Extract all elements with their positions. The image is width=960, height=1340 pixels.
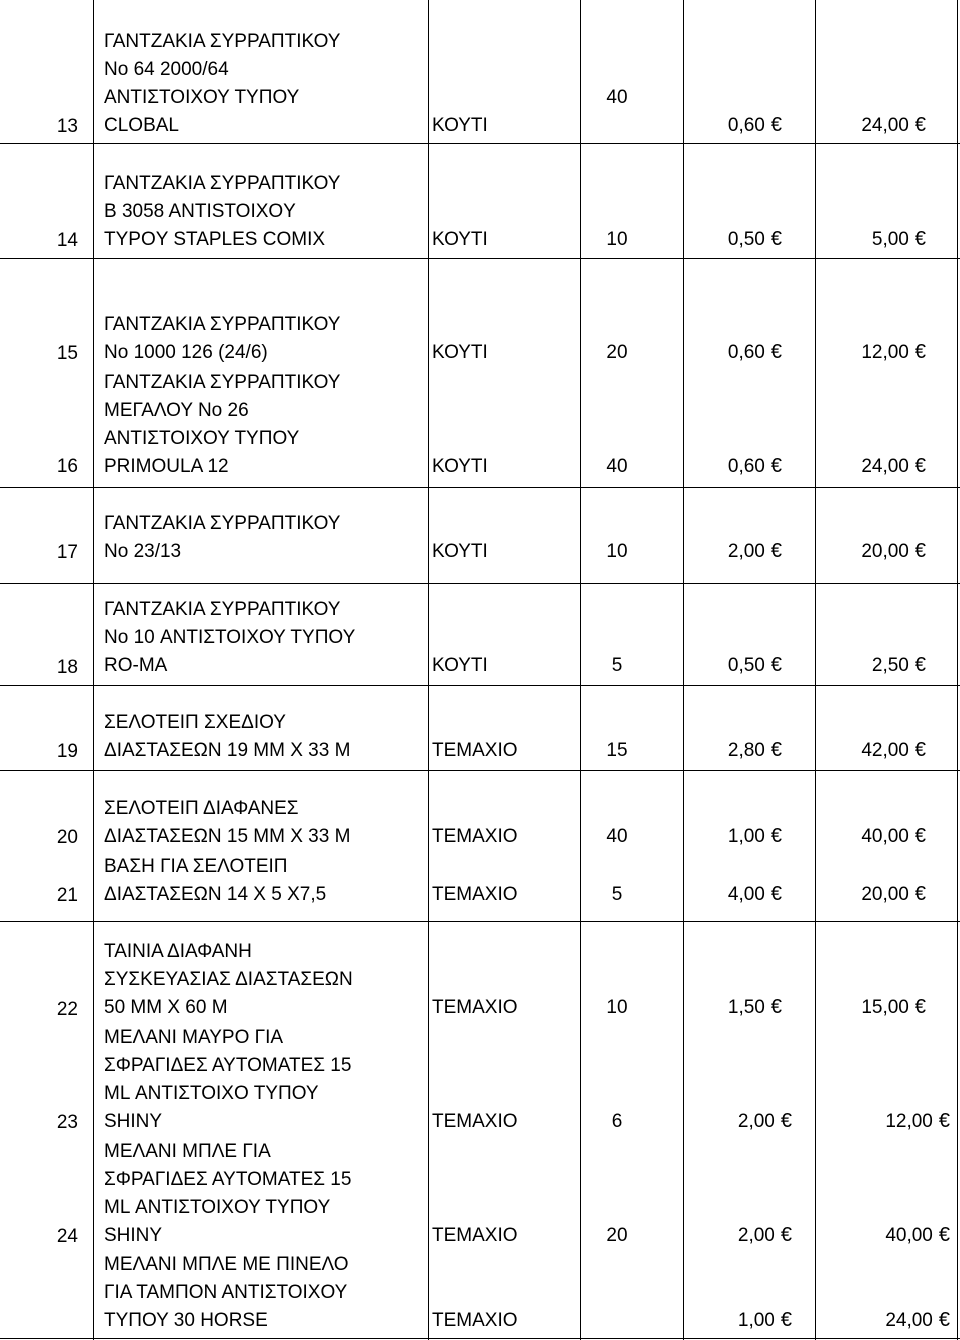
total-cell	[826, 538, 926, 566]
row-number: 19	[56, 741, 78, 762]
quantity-cell: 10	[606, 997, 628, 1018]
total-cell	[826, 881, 926, 909]
total-cell-value: 24,00	[861, 456, 909, 477]
euro-sign: €	[914, 654, 926, 676]
item-description-line: ΜΕΛΑΝΙ ΜΑΥΡΟ ΓΙΑ	[104, 1027, 284, 1048]
quantity-cell: 40	[606, 456, 628, 477]
item-description-line: SHINY	[104, 1225, 163, 1246]
unit-price-cell-value: 1,00	[737, 1310, 775, 1331]
quantity-cell: 5	[611, 655, 623, 676]
euro-sign: €	[914, 455, 926, 477]
total-cell-value: 12,00	[885, 1111, 933, 1132]
euro-sign: €	[914, 228, 926, 250]
total-cell	[826, 652, 926, 680]
column-divider	[815, 0, 816, 1340]
unit-price-cell	[700, 1222, 792, 1250]
total-cell	[850, 1307, 950, 1335]
quantity-cell: 10	[606, 541, 628, 562]
item-description-line: No 1000 126 (24/6)	[104, 342, 268, 363]
item-description-line: ΣΦΡΑΓΙΔΕΣ ΑΥΤΟΜΑΤΕΣ 15	[104, 1055, 352, 1076]
euro-sign: €	[770, 341, 782, 363]
item-description-line: ΜΕΛΑΝΙ ΜΠΛΕ ΓΙΑ	[104, 1141, 271, 1162]
unit-cell: ΤΕΜΑΧΙΟ	[432, 826, 518, 847]
unit-cell: ΤΕΜΑΧΙΟ	[432, 740, 518, 761]
item-description-line: ΑΝΤΙΣΤΟΙΧΟΥ ΤΥΠΟΥ	[104, 428, 300, 449]
unit-price-cell	[690, 737, 782, 765]
unit-cell: ΚΟΥΤΙ	[432, 342, 488, 363]
item-description-line: ML ΑΝΤΙΣΤΟΙΧΟ ΤΥΠΟΥ	[104, 1083, 319, 1104]
item-description-line: ΣΥΣΚΕΥΑΣΙΑΣ ΔΙΑΣΤΑΣΕΩΝ	[104, 969, 353, 990]
item-description-line: ΔΙΑΣΤΑΣΕΩΝ 19 ΜΜ Χ 33 Μ	[104, 740, 351, 761]
item-description-line: ΓΑΝΤΖΑΚΙΑ ΣΥΡΡΑΠΤΙΚΟΥ	[104, 372, 341, 393]
unit-cell: ΤΕΜΑΧΙΟ	[432, 1111, 518, 1132]
total-cell	[850, 1108, 950, 1136]
item-description-line: ΓΑΝΤΖΑΚΙΑ ΣΥΡΡΑΠΤΙΚΟΥ	[104, 314, 341, 335]
unit-cell: ΤΕΜΑΧΙΟ	[432, 997, 518, 1018]
item-description-line: ΔΙΑΣΤΑΣΕΩΝ 14 Χ 5 Χ7,5	[104, 884, 327, 905]
unit-price-cell-value: 2,80	[727, 740, 765, 761]
unit-price-cell-value: 0,50	[727, 655, 765, 676]
row-number: 13	[56, 116, 78, 137]
total-cell	[826, 994, 926, 1022]
item-description-line: ΔΙΑΣΤΑΣΕΩΝ 15 ΜΜ Χ 33 Μ	[104, 826, 351, 847]
item-description-line: ΤΑΙΝΙΑ ΔΙΑΦΑΝΗ	[104, 941, 252, 962]
row-number: 24	[56, 1226, 78, 1247]
unit-cell: ΤΕΜΑΧΙΟ	[432, 884, 518, 905]
quantity-cell: 40	[606, 826, 628, 847]
unit-price-cell	[690, 538, 782, 566]
euro-sign: €	[770, 739, 782, 761]
total-cell	[826, 823, 926, 851]
euro-sign: €	[914, 739, 926, 761]
euro-sign: €	[770, 228, 782, 250]
euro-sign: €	[938, 1110, 950, 1132]
column-divider	[580, 0, 581, 1340]
total-cell-value: 40,00	[885, 1225, 933, 1246]
euro-sign: €	[938, 1309, 950, 1331]
euro-sign: €	[914, 825, 926, 847]
item-description-line: ΣΕΛΟΤΕΙΠ ΣΧΕΔΙΟΥ	[104, 712, 286, 733]
row-number: 16	[56, 456, 78, 477]
unit-price-cell-value: 4,00	[727, 884, 765, 905]
row-divider	[0, 143, 960, 144]
unit-price-cell	[700, 1108, 792, 1136]
total-cell-value: 24,00	[861, 115, 909, 136]
item-description-line: No 10 ΑΝΤΙΣΤΟΙΧΟΥ ΤΥΠΟΥ	[104, 627, 356, 648]
total-cell-value: 12,00	[861, 342, 909, 363]
unit-price-cell-value: 0,60	[727, 342, 765, 363]
row-divider	[0, 1338, 960, 1339]
quantity-cell: 15	[606, 740, 628, 761]
unit-price-cell-value: 1,50	[727, 997, 765, 1018]
euro-sign: €	[914, 883, 926, 905]
unit-price-cell	[690, 994, 782, 1022]
quantity-cell: 5	[611, 884, 623, 905]
euro-sign: €	[780, 1309, 792, 1331]
euro-sign: €	[770, 996, 782, 1018]
row-divider	[0, 685, 960, 686]
total-cell	[850, 1222, 950, 1250]
euro-sign: €	[770, 114, 782, 136]
unit-price-cell-value: 2,00	[737, 1111, 775, 1132]
row-number: 23	[56, 1112, 78, 1133]
quantity-cell: 10	[606, 229, 628, 250]
row-number: 21	[56, 885, 78, 906]
total-cell-value: 20,00	[861, 884, 909, 905]
total-cell-value: 24,00	[885, 1310, 933, 1331]
column-divider	[93, 0, 94, 1340]
row-number: 15	[56, 343, 78, 364]
euro-sign: €	[914, 996, 926, 1018]
unit-price-cell	[690, 881, 782, 909]
item-description-line: B 3058 ANTISTOIXOY	[104, 201, 296, 222]
total-cell	[826, 453, 926, 481]
row-divider	[0, 487, 960, 488]
item-description-line: PRIMOULA 12	[104, 456, 229, 477]
row-number: 18	[56, 657, 78, 678]
total-cell-value: 15,00	[861, 997, 909, 1018]
item-description-line: 50 ΜΜ Χ 60 Μ	[104, 997, 228, 1018]
total-cell-value: 20,00	[861, 541, 909, 562]
item-description-line: ΓΑΝΤΖΑΚΙΑ ΣΥΡΡΑΠΤΙΚΟΥ	[104, 599, 341, 620]
unit-price-cell-value: 2,00	[737, 1225, 775, 1246]
item-description-line: No 64 2000/64	[104, 59, 229, 80]
unit-cell: ΚΟΥΤΙ	[432, 229, 488, 250]
unit-cell: ΤΕΜΑΧΙΟ	[432, 1310, 518, 1331]
unit-price-cell-value: 2,00	[727, 541, 765, 562]
item-description-line: ΓΑΝΤΖΑΚΙΑ ΣΥΡΡΑΠΤΙΚΟΥ	[104, 31, 341, 52]
item-description-line: No 23/13	[104, 541, 182, 562]
item-description-line: ΓΙΑ ΤΑΜΠΟΝ ΑΝΤΙΣΤΟΙΧΟΥ	[104, 1282, 348, 1303]
unit-price-cell	[690, 652, 782, 680]
total-cell-value: 2,50	[871, 655, 909, 676]
item-description-line: ΣΕΛΟΤΕΙΠ ΔΙΑΦΑΝΕΣ	[104, 798, 299, 819]
column-divider	[683, 0, 684, 1340]
total-cell-value: 40,00	[861, 826, 909, 847]
quantity-cell: 40	[606, 87, 628, 108]
item-description-line: ΑΝΤΙΣΤΟΙΧΟΥ ΤΥΠΟΥ	[104, 87, 300, 108]
item-description-line: ML ΑΝΤΙΣΤΟΙΧΟΥ ΤΥΠΟΥ	[104, 1197, 331, 1218]
row-divider	[0, 921, 960, 922]
total-cell	[826, 339, 926, 367]
total-cell	[826, 737, 926, 765]
euro-sign: €	[780, 1110, 792, 1132]
total-cell	[826, 112, 926, 140]
item-description-line: ΜΕΓΑΛΟΥ No 26	[104, 400, 249, 421]
item-description-line: ΒΑΣΗ ΓΙΑ ΣΕΛΟΤΕΙΠ	[104, 856, 288, 877]
item-description-line: ΓΑΝΤΖΑΚΙΑ ΣΥΡΡΑΠΤΙΚΟΥ	[104, 173, 341, 194]
unit-cell: ΚΟΥΤΙ	[432, 115, 488, 136]
item-description-line: ΓΑΝΤΖΑΚΙΑ ΣΥΡΡΑΠΤΙΚΟΥ	[104, 513, 341, 534]
column-divider	[428, 0, 429, 1340]
euro-sign: €	[938, 1224, 950, 1246]
row-divider	[0, 770, 960, 771]
euro-sign: €	[770, 825, 782, 847]
unit-price-cell	[700, 1307, 792, 1335]
unit-cell: ΤΕΜΑΧΙΟ	[432, 1225, 518, 1246]
row-number: 20	[56, 827, 78, 848]
unit-price-cell-value: 0,50	[727, 229, 765, 250]
quantity-cell: 20	[606, 1225, 628, 1246]
item-description-line: ΜΕΛΑΝΙ ΜΠΛΕ ΜΕ ΠΙΝΕΛΟ	[104, 1254, 349, 1275]
item-description-line: RO-MA	[104, 655, 168, 676]
unit-price-cell	[690, 453, 782, 481]
item-description-line: ΣΦΡΑΓΙΔΕΣ ΑΥΤΟΜΑΤΕΣ 15	[104, 1169, 352, 1190]
unit-price-cell	[690, 226, 782, 254]
quantity-cell: 20	[606, 342, 628, 363]
unit-price-cell	[690, 112, 782, 140]
total-cell-value: 42,00	[861, 740, 909, 761]
euro-sign: €	[914, 114, 926, 136]
item-description-line: TYPOY STAPLES COMIX	[104, 229, 326, 250]
row-number: 14	[56, 230, 78, 251]
unit-price-cell-value: 0,60	[727, 456, 765, 477]
item-description-line: SHINY	[104, 1111, 163, 1132]
total-cell	[826, 226, 926, 254]
column-divider	[957, 0, 958, 1340]
unit-cell: ΚΟΥΤΙ	[432, 456, 488, 477]
unit-price-cell	[690, 339, 782, 367]
euro-sign: €	[770, 455, 782, 477]
item-description-line: CLOBAL	[104, 115, 179, 136]
euro-sign: €	[770, 883, 782, 905]
total-cell-value: 5,00	[871, 229, 909, 250]
euro-sign: €	[770, 540, 782, 562]
euro-sign: €	[770, 654, 782, 676]
euro-sign: €	[914, 540, 926, 562]
unit-price-cell-value: 0,60	[727, 115, 765, 136]
item-description-line: ΤΥΠΟΥ 30 HORSE	[104, 1310, 268, 1331]
row-number: 17	[56, 542, 78, 563]
quantity-cell: 6	[611, 1111, 623, 1132]
unit-price-cell	[690, 823, 782, 851]
euro-sign: €	[914, 341, 926, 363]
row-divider	[0, 258, 960, 259]
unit-price-cell-value: 1,00	[727, 826, 765, 847]
unit-cell: ΚΟΥΤΙ	[432, 655, 488, 676]
row-divider	[0, 583, 960, 584]
euro-sign: €	[780, 1224, 792, 1246]
row-number: 22	[56, 999, 78, 1020]
unit-cell: ΚΟΥΤΙ	[432, 541, 488, 562]
